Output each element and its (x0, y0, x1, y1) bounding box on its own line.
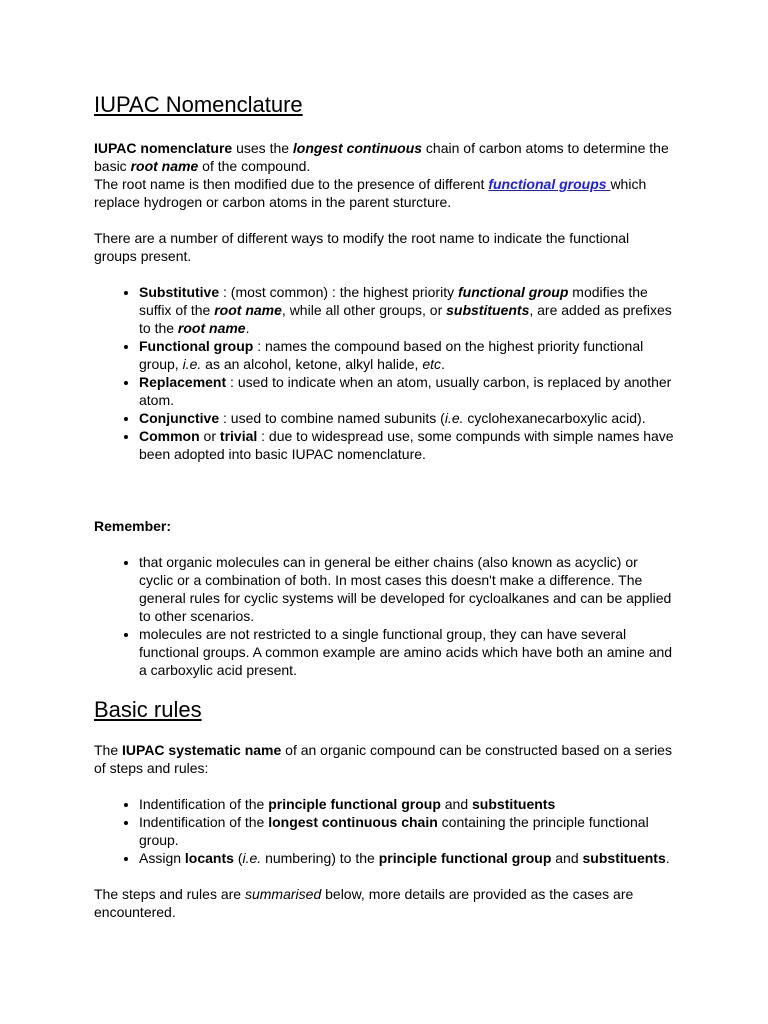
text-span: , while all other groups, or (281, 302, 447, 318)
abbr-ie: i.e. (242, 850, 262, 866)
basic-rules-heading: Basic rules (94, 697, 202, 722)
text-span: Indentification of the (139, 796, 269, 812)
term-root-name: root name (177, 320, 246, 336)
text-span: below, more details are provided as the cases are encountered. (94, 886, 634, 920)
term-locants: locants (184, 850, 234, 866)
list-item-step-3 (139, 849, 674, 867)
text-span: and (551, 850, 583, 866)
list-item-functional-group (139, 337, 674, 373)
term-trivial: trivial (219, 428, 258, 444)
text-span: The root name is then modified due to the presence of different (94, 176, 489, 192)
text-span: cyclohexanecarboxylic acid). (463, 410, 646, 426)
text-span: The (94, 742, 123, 758)
list-item-remember-functional-groups: • molecules are not restricted to a single functional group, they can have several functional groups. A common example are amino acids which have both an amine and a carboxylic acid present. (139, 625, 674, 679)
text-span: containing the principle functional group. (139, 814, 649, 848)
term-longest-continuous: longest continuous (292, 140, 423, 156)
list-item-substitutive (139, 283, 674, 337)
term-root-name: root name (130, 158, 199, 174)
text-span: : names the compound based on the highest priority functional group, (139, 338, 644, 372)
term-functional-group: functional group (457, 284, 569, 300)
text-span: : (most common) : the highest priority (219, 284, 458, 300)
closing-paragraph (94, 885, 674, 921)
term-common: Common (139, 428, 200, 444)
remember-heading: Remember: (94, 518, 172, 534)
abbr-ie: i.e. (444, 410, 464, 426)
term-longest-continuous-chain: longest continuous chain (268, 814, 438, 830)
text-span: uses the (232, 140, 293, 156)
root-name-paragraph (94, 175, 674, 211)
text-span: modifies the suffix of the (139, 284, 648, 318)
list-item-conjunctive (139, 409, 674, 427)
term-substitutive: Substitutive (139, 284, 220, 300)
text-span: of the compound. (198, 158, 311, 174)
list-item-step-1 (139, 795, 674, 813)
text-span: numbering) to the (261, 850, 379, 866)
text-span: chain of carbon atoms to determine the basic (94, 140, 669, 174)
term-conjunctive: Conjunctive (139, 410, 220, 426)
text-span: of an organic compound can be constructed based on a series of steps and rules: (94, 742, 672, 776)
abbr-etc: etc (422, 356, 441, 372)
text-span: . (665, 850, 670, 866)
text-span: : used to indicate when an atom, usually carbon, is replaced by another atom. (139, 374, 672, 408)
text-span: or (199, 428, 220, 444)
text-span: , are added as prefixes to the (139, 302, 672, 336)
intro-paragraph (94, 139, 674, 175)
text-span: which replace hydrogen or carbon atoms in the parent sturcture. (94, 176, 647, 210)
text-span: and (440, 796, 473, 812)
term-iupac-nomenclature: IUPAC nomenclature (94, 140, 233, 156)
text-span: Assign (139, 850, 185, 866)
text-span: The steps and rules are (94, 886, 245, 902)
functional-groups-link[interactable]: functional groups (488, 176, 611, 192)
methods-intro-paragraph: There are a number of different ways to modify the root name to indicate the functional groups present. (94, 230, 630, 264)
text-span: . (441, 356, 445, 372)
term-principle-functional-group: principle functional group (378, 850, 552, 866)
term-principle-functional-group: principle functional group (268, 796, 441, 812)
list-item-step-2 (139, 813, 674, 849)
list-item-remember-chains: • that organic molecules can in general be either chains (also known as acyclic) or cyclic or a combination of both. In most cases this doesn't make a difference. The general rules for cyclic systems will be developed for cycloalkanes and can be applied to other scenarios. (139, 553, 674, 625)
term-iupac-systematic-name: IUPAC systematic name (122, 742, 282, 758)
basic-rules-paragraph (94, 741, 674, 777)
text-span: as an alcohol, ketone, alkyl halide, (201, 356, 423, 372)
term-substituents: substituents (446, 302, 530, 318)
list-item-replacement (139, 373, 674, 409)
text-span: . (245, 320, 250, 336)
steps-list (94, 795, 674, 867)
text-span: ( (233, 850, 243, 866)
text-span: Indentification of the (139, 814, 269, 830)
term-replacement: Replacement (139, 374, 227, 390)
term-root-name: root name (214, 302, 282, 318)
methods-list (94, 283, 674, 463)
text-span: : used to combine named subunits ( (219, 410, 445, 426)
text-span: : due to widespread use, some compunds with simple names have been adopted into basic IUPAC nomenclature. (139, 428, 674, 462)
list-item-common (139, 427, 674, 463)
abbr-ie: i.e. (182, 356, 202, 372)
term-summarised: summarised (244, 886, 322, 902)
page-title: IUPAC Nomenclature (94, 92, 303, 117)
remember-list (94, 553, 674, 679)
term-substituents: substituents (472, 796, 556, 812)
term-functional-group: Functional group (139, 338, 254, 354)
term-substituents: substituents (582, 850, 666, 866)
